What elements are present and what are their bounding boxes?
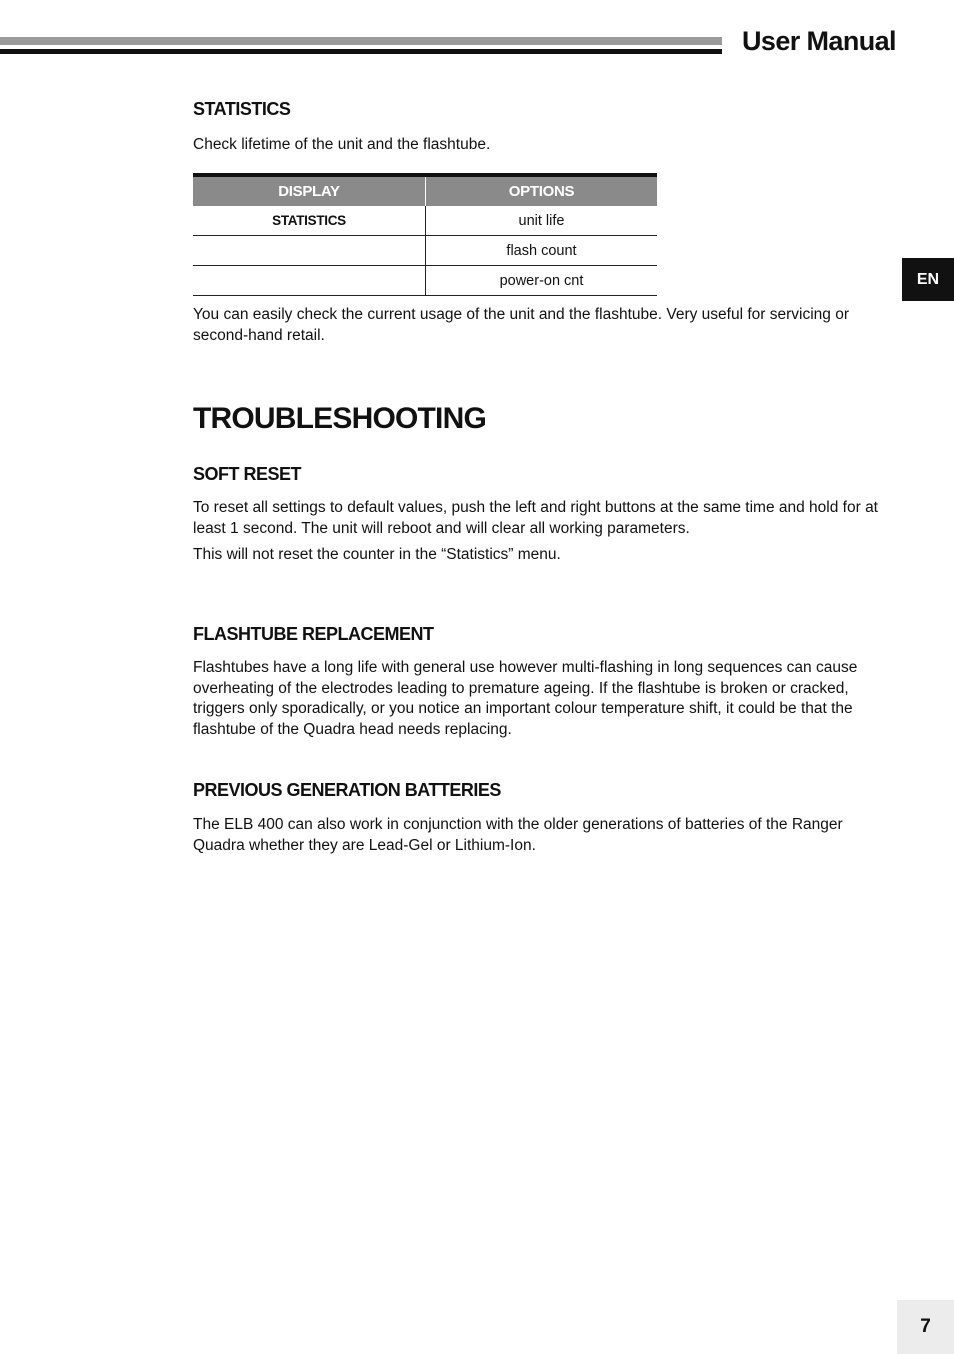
- header-title: User Manual: [742, 26, 896, 56]
- soft-reset-paragraph-2: This will not reset the counter in the “Statistics” menu.: [193, 546, 561, 563]
- statistics-intro: Check lifetime of the unit and the flashtube.: [193, 136, 491, 153]
- statistics-note: You can easily check the current usage of the unit and the flashtube. Very useful for servicing or second-hand retail.: [193, 306, 849, 344]
- table-cell-display: [193, 236, 426, 266]
- page-number: 7: [897, 1300, 954, 1354]
- header-rule-black: [0, 49, 722, 54]
- table-cell-option: flash count: [426, 236, 658, 266]
- table-cell-option: unit life: [426, 206, 658, 236]
- flashtube-heading: FLASHTUBE REPLACEMENT: [193, 624, 434, 644]
- statistics-heading: STATISTICS: [193, 99, 291, 119]
- table-row: [193, 236, 657, 266]
- soft-reset-heading: SOFT RESET: [193, 464, 302, 484]
- batteries-heading: PREVIOUS GENERATION BATTERIES: [193, 780, 501, 800]
- batteries-paragraph: The ELB 400 can also work in conjunction with the older generations of batteries of the Ranger Quadra whether they are Lead-Gel or Lithium-Ion.: [193, 816, 843, 854]
- column-header-options: OPTIONS: [426, 175, 658, 206]
- table-cell-display: [193, 266, 426, 296]
- language-tab[interactable]: EN: [902, 258, 954, 301]
- table-row: [193, 206, 657, 236]
- troubleshooting-title: TROUBLESHOOTING: [193, 402, 486, 435]
- table-cell-option: power-on cnt: [426, 266, 658, 296]
- soft-reset-paragraph-1: To reset all settings to default values, push the left and right buttons at the same time and hold for at least 1 second. The unit will reboot and will clear all working parameters.: [193, 499, 878, 537]
- column-header-display: DISPLAY: [193, 175, 426, 206]
- header-rule-gray: [0, 37, 722, 45]
- table-header-row: [193, 175, 657, 206]
- flashtube-paragraph: Flashtubes have a long life with general use however multi-flashing in long sequences can cause overheating of the electrodes leading to premature ageing. If the flashtube is broken or cracked, triggers only sporadically, or you notice an important colour temperature shift, it could be that the flashtube of the Quadra head needs replacing.: [193, 659, 858, 738]
- table-row: [193, 266, 657, 296]
- table-cell-display: STATISTICS: [193, 206, 426, 236]
- statistics-table: [193, 173, 657, 296]
